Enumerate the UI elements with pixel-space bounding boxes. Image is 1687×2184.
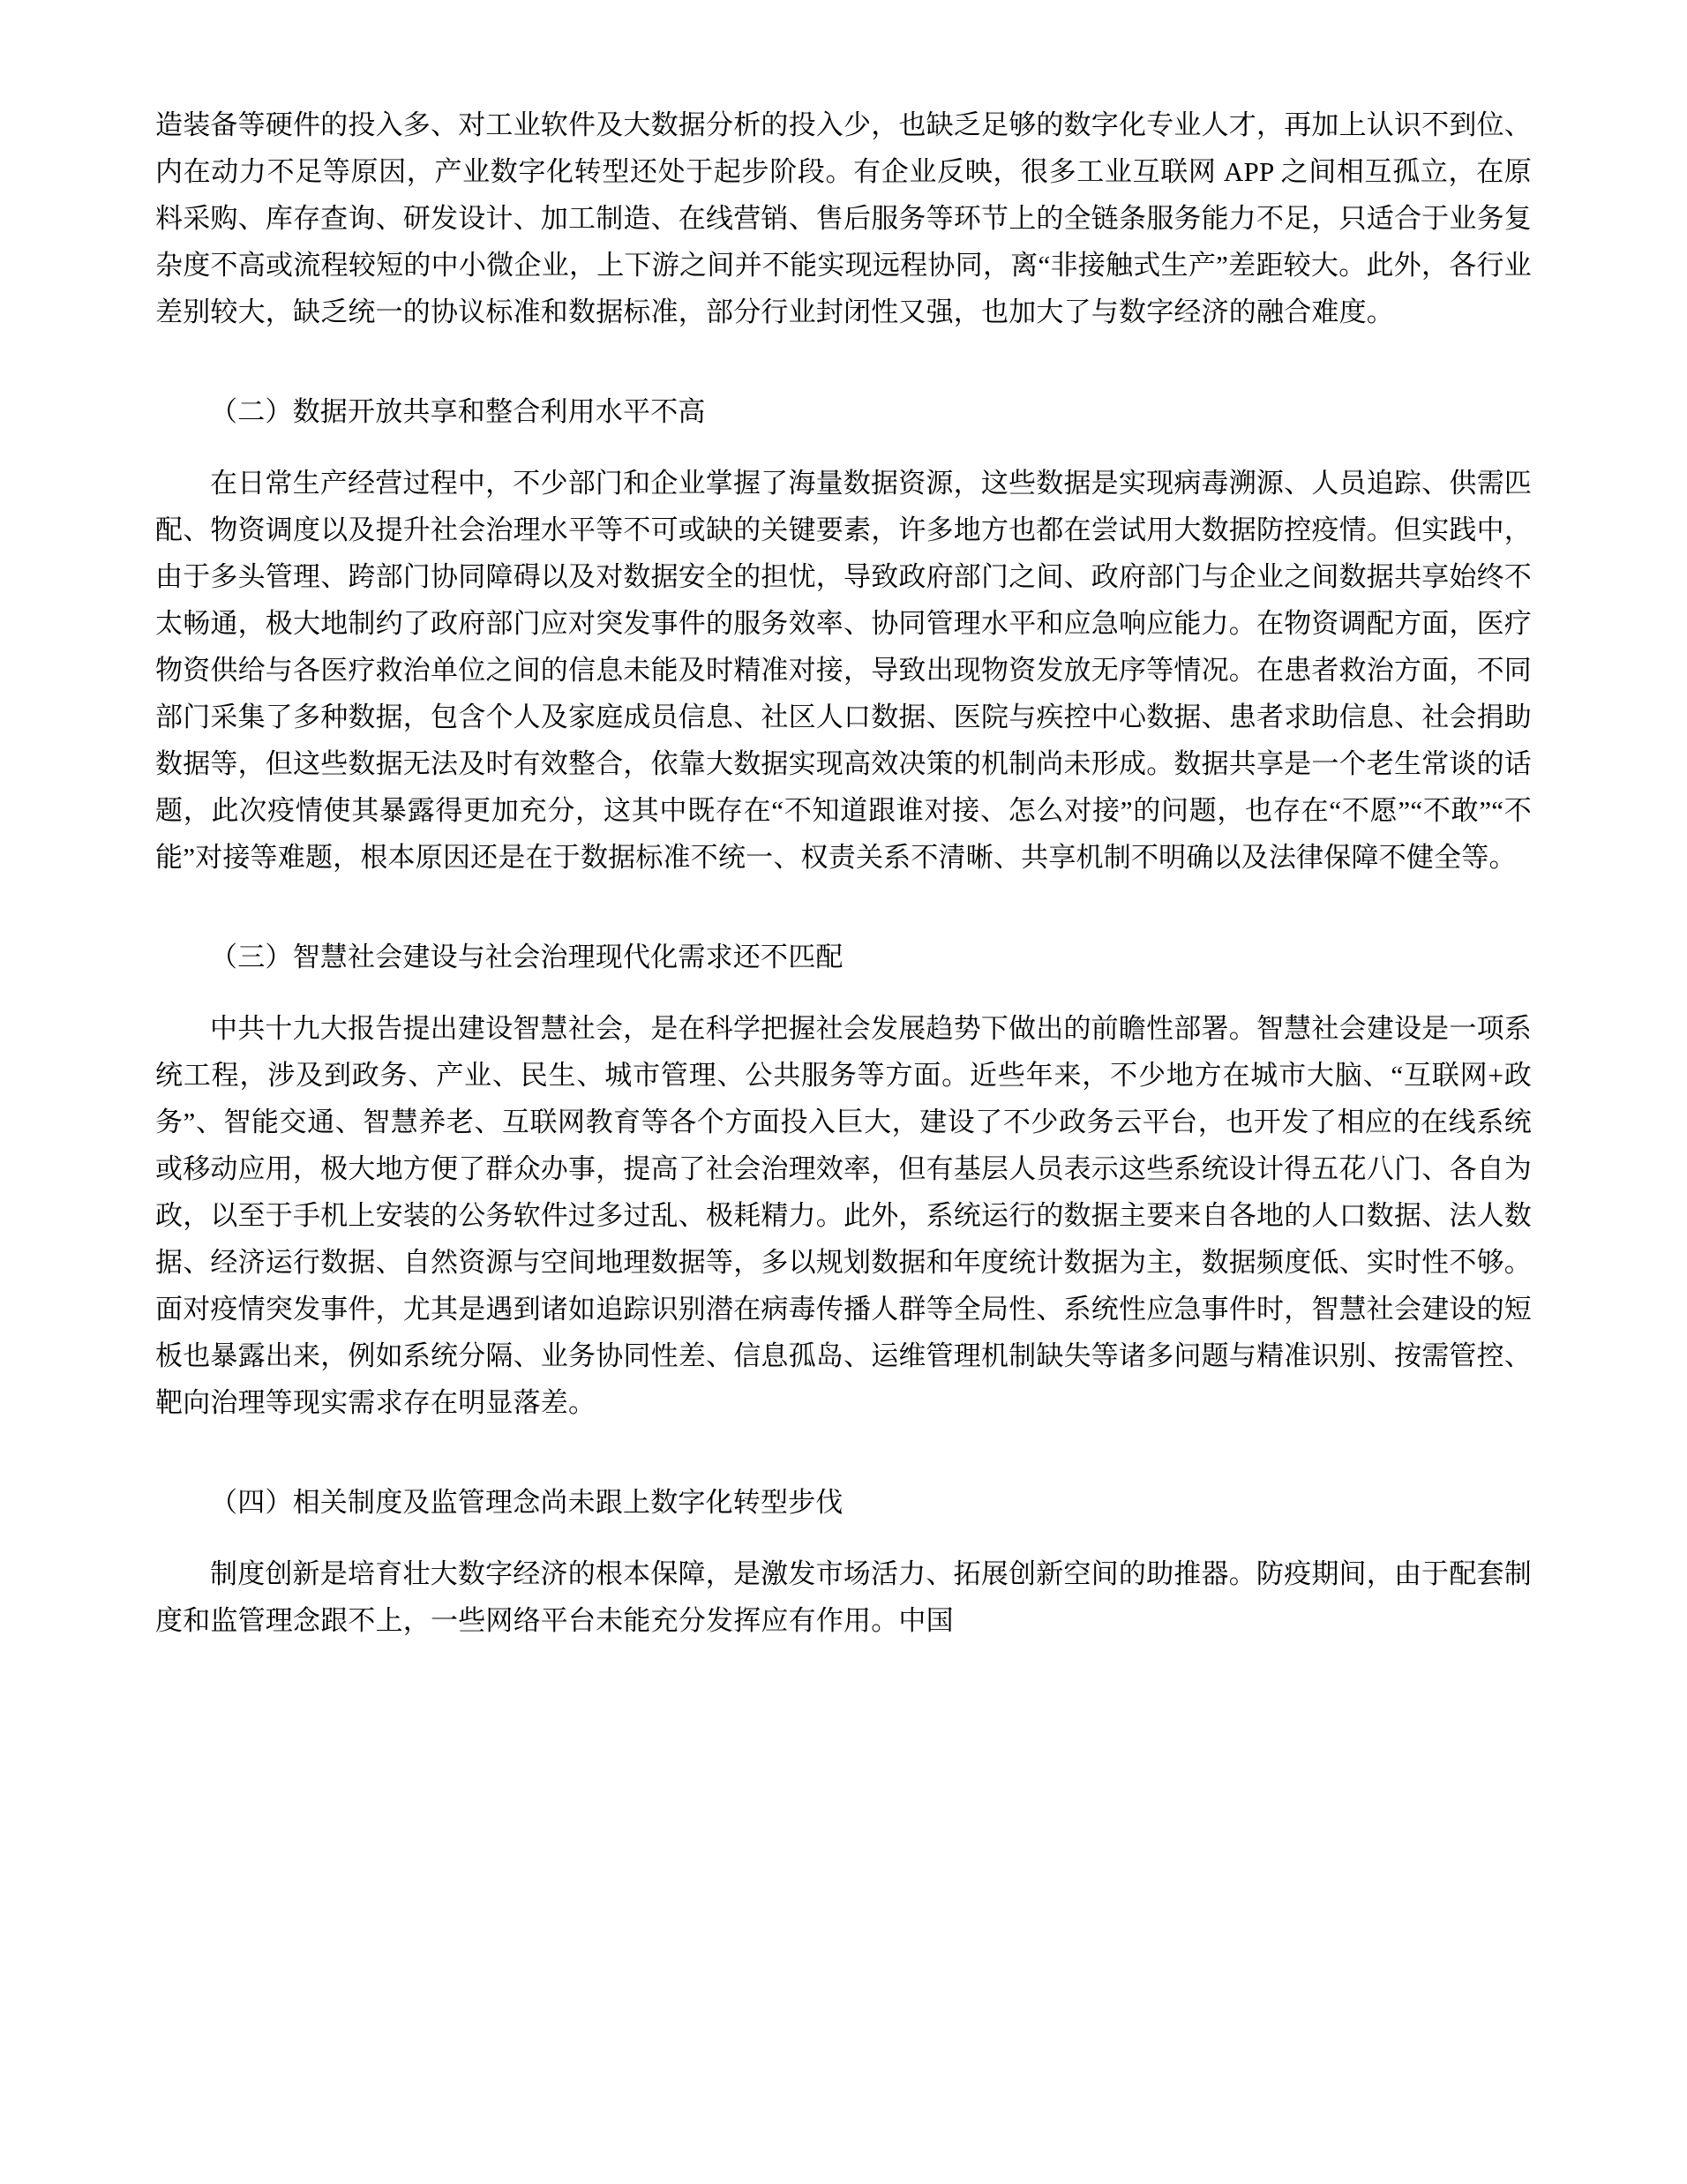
paragraph-section-four: 制度创新是培育壮大数字经济的根本保障，是激发市场活力、拓展创新空间的助推器。防疫期间，由于配套制度和监管理念跟不上，一些网络平台未能充分发挥应有作用。中国 [155, 1558, 1532, 1636]
section-heading-three: （三）智慧社会建设与社会治理现代化需求还不匹配 [210, 942, 844, 972]
paragraph-spacer [155, 1426, 1532, 1449]
paragraph-section-two: 在日常生产经营过程中，不少部门和企业掌握了海量数据资源，这些数据是实现病毒溯源、人员追踪、供需匹配、物资调度以及提升社会治理水平等不可或缺的关键要素，许多地方也都在尝试用大数据防控疫情。但实践中，由于多头管理、跨部门协同障碍以及对数据安全的担忧，导致政府部门之间、政府部门与企业之间数据共享始终不太畅通，极大地制约了政府部门应对突发事件的服务效率、协同管理水平和应急响应能力。在物资调配方面，医疗物资供给与各医疗救治单位之间的信息未能及时精准对接，导致出现物资发放无序等情况。在患者救治方面，不同部门采集了多种数据，包含个人及家庭成员信息、社区人口数据、医院与疾控中心数据、患者求助信息、社会捐助数据等，但这些数据无法及时有效整合，依靠大数据实现高效决策的机制尚未形成。数据共享是一个老生常谈的话题，此次疫情使其暴露得更加充分，这其中既存在“不知道跟谁对接、怎么对接”的问题，也存在“不愿”“不敢”“不能”对接等难题，根本原因还是在于数据标准不统一、权责关系不清晰、共享机制不明确以及法律保障不健全等。 [155, 468, 1532, 873]
paragraph-section-three: 中共十九大报告提出建设智慧社会，是在科学把握社会发展趋势下做出的前瞻性部署。智慧社会建设是一项系统工程，涉及到政务、产业、民生、城市管理、公共服务等方面。近些年来，不少地方在城市大脑、“互联网+政务”、智能交通、智慧养老、互联网教育等各个方面投入巨大，建设了不少政务云平台，也开发了相应的在线系统或移动应用，极大地方便了群众办事，提高了社会治理效率，但有基层人员表示这些系统设计得五花八门、各自为政，以至于手机上安装的公务软件过多过乱、极耗精力。此外，系统运行的数据主要来自各地的人口数据、法人数据、经济运行数据、自然资源与空间地理数据等，多以规划数据和年度统计数据为主，数据频度低、实时性不够。面对疫情突发事件，尤其是遇到诸如追踪识别潜在病毒传播人群等全局性、系统性应急事件时，智慧社会建设的短板也暴露出来，例如系统分隔、业务协同性差、信息孤岛、运维管理机制缺失等诸多问题与精准识别、按需管控、靶向治理等现实需求存在明显落差。 [155, 1013, 1532, 1418]
document-body [155, 101, 1532, 1644]
paragraph-spacer [155, 881, 1532, 904]
paragraph-intro-continued: 造装备等硬件的投入多、对工业软件及大数据分析的投入少，也缺乏足够的数字化专业人才，再加上认识不到位、内在动力不足等原因，产业数字化转型还处于起步阶段。有企业反映，很多工业互联网 APP 之间相互孤立，在原料采购、库存查询、研发设计、加工制造、在线营销、售后服务等环节上的全链条服务能力不足，只适合于业务复杂度不高或流程较短的中小微企业，上下游之间并不能实现远程协同，离“非接触式生产”差距较大。此外，各行业差别较大，缺乏统一的协议标准和数据标准，部分行业封闭性又强，也加大了与数字经济的融合难度。 [155, 109, 1532, 327]
section-heading-four: （四）相关制度及监管理念尚未跟上数字化转型步伐 [210, 1487, 844, 1518]
section-heading-two: （二）数据开放共享和整合利用水平不高 [210, 396, 706, 427]
paragraph-spacer [155, 335, 1532, 358]
